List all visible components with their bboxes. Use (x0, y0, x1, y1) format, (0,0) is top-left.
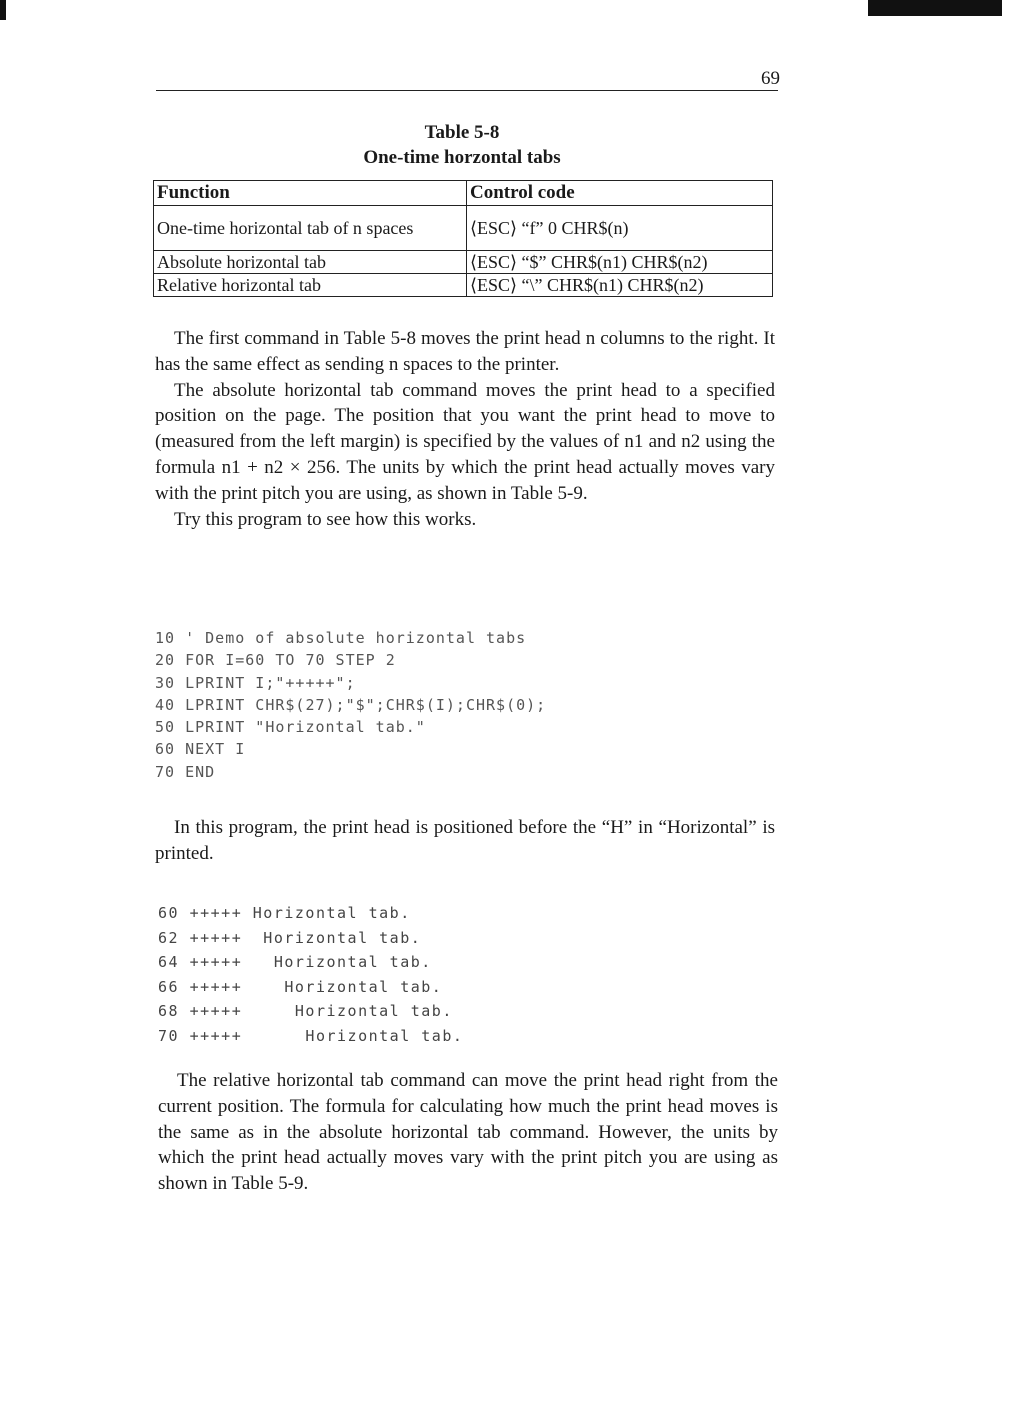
function-cell: One-time horizontal tab of n spaces (154, 206, 467, 251)
program-line: 40 LPRINT CHR$(27);"$";CHR$(I);CHR$(0); (155, 695, 547, 714)
table-header-row (154, 181, 773, 206)
control-code-table (153, 180, 773, 297)
table-row (154, 274, 773, 297)
printer-output-sample (158, 901, 463, 1049)
column-header-function: Function (154, 181, 467, 206)
output-line: 60 +++++ Horizontal tab. (158, 904, 411, 922)
control-code-cell: ⟨ESC⟩ “f” 0 CHR$(n) (467, 206, 773, 251)
output-line: 68 +++++ Horizontal tab. (158, 1002, 453, 1021)
program-line: 10 ' Demo of absolute horizontal tabs (155, 629, 527, 647)
table-row (154, 206, 773, 251)
paragraph: The relative horizontal tab command can move the print head right from the current position. The formula for calculating how much the print head moves is the same as in the absolute horizontal tab command. However, the units by which the print head actually moves vary with the print pitch you are using as shown in Table 5-9. (158, 1070, 778, 1195)
paragraph: Try this program to see how this works. (174, 508, 477, 530)
output-line: 64 +++++ Horizontal tab. (158, 953, 432, 972)
program-line: 70 END (155, 762, 216, 781)
scan-mark-right (868, 0, 1002, 16)
output-line: 62 +++++ Horizontal tab. (158, 928, 422, 947)
control-code-cell: ⟨ESC⟩ “$” CHR$(n1) CHR$(n2) (467, 251, 773, 274)
table-subtitle: One-time horzontal tabs (363, 147, 561, 168)
program-line: 60 NEXT I (155, 740, 246, 759)
output-line: 66 +++++ Horizontal tab. (158, 977, 443, 996)
header-rule (156, 90, 778, 91)
intro-paragraphs (155, 326, 775, 532)
paragraph: The absolute horizontal tab command moves the print head to a specified position on the page. The position that you want the print head to move to (measured from the left margin) is specified by the values of n1 and n2 using the formula n1 + n2 × 256. The units by which the print head actually moves vary with the print pitch you are using, as shown in Table 5-9. (155, 379, 775, 504)
table-row (154, 251, 773, 274)
program-line: 50 LPRINT "Horizontal tab." (155, 718, 426, 737)
relative-tab-paragraph (158, 1068, 778, 1197)
function-cell: Relative horizontal tab (154, 274, 467, 297)
program-line: 20 FOR I=60 TO 70 STEP 2 (155, 651, 396, 670)
program-line: 30 LPRINT I;"+++++"; (155, 673, 356, 692)
function-cell: Absolute horizontal tab (154, 251, 467, 274)
program-listing (155, 627, 546, 783)
paragraph: In this program, the print head is positioned before the “H” in “Horizontal” is printed. (155, 817, 775, 864)
page-number: 69 (761, 68, 780, 89)
scan-mark-left (0, 0, 6, 20)
paragraph: The first command in Table 5-8 moves the print head n columns to the right. It has the same effect as sending n spaces to the printer. (155, 328, 775, 375)
output-line: 70 +++++ Horizontal tab. (158, 1026, 464, 1045)
control-code-cell: ⟨ESC⟩ “\” CHR$(n1) CHR$(n2) (467, 274, 773, 297)
explanation-paragraph (155, 815, 775, 867)
column-header-control-code: Control code (467, 181, 773, 206)
table-title: Table 5-8 (424, 122, 500, 143)
